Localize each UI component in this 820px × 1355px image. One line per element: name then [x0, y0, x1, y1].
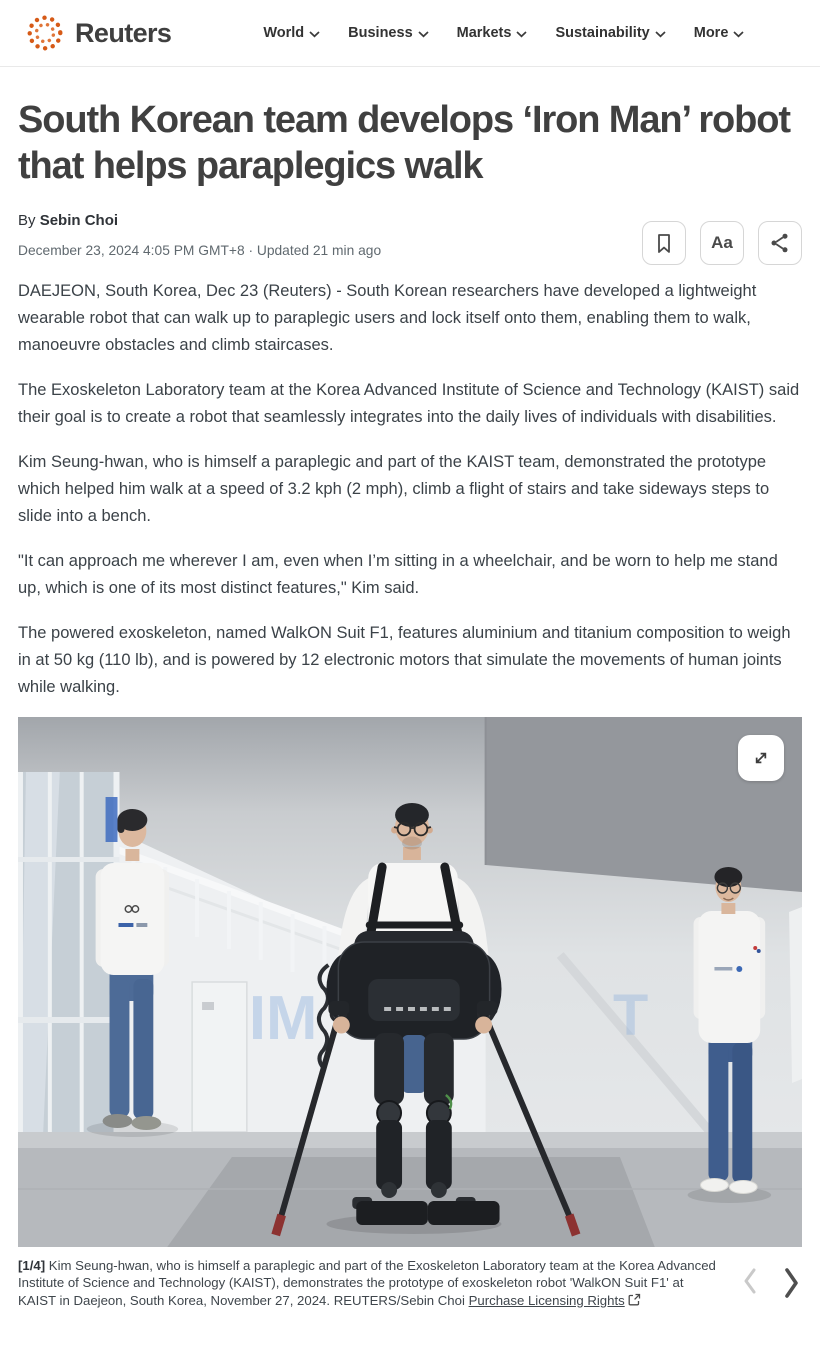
- chevron-down-icon: [516, 31, 527, 38]
- photo-caption: [18, 1257, 740, 1311]
- svg-text:T: T: [612, 983, 649, 1048]
- page-title: South Korean team develops ‘Iron Man’ robot that helps paraplegics walk: [18, 99, 790, 188]
- nav-item-sustainability[interactable]: [555, 25, 665, 41]
- previous-image-button[interactable]: [740, 1265, 760, 1297]
- next-image-button[interactable]: [780, 1265, 802, 1301]
- door: [192, 982, 247, 1132]
- article-photo[interactable]: [18, 717, 802, 1247]
- chevron-down-icon: [733, 31, 744, 38]
- paragraph: Kim Seung-hwan, who is himself a paraplegic and part of the KAIST team, demonstrated the prototype which helped him walk at a speed of 3.2 kph (2 mph), climb a flight of stairs and take sideways steps to slide into a bench.: [18, 452, 770, 525]
- dateline: December 23, 2024 4:05 PM GMT+8 · Updated 21 min ago: [18, 242, 382, 258]
- bookmark-icon: [652, 231, 676, 255]
- nav-item-business[interactable]: [348, 25, 428, 41]
- gallery-counter: [1/4]: [18, 1257, 46, 1273]
- byline-prefix: By: [18, 211, 40, 229]
- share-button[interactable]: [758, 221, 802, 265]
- article-page: [0, 97, 820, 1310]
- paragraph: DAEJEON, South Korea, Dec 23 (Reuters) - South Korean researchers have developed a lightweight wearable robot that can walk up to paraplegic users and lock itself onto them, enabling them to walk, manoeuvre obstacles and climb staircases.: [18, 281, 757, 354]
- share-icon: [768, 231, 792, 255]
- chevron-left-icon: [740, 1265, 760, 1297]
- nav-label: Sustainability: [555, 25, 650, 41]
- author-link[interactable]: Sebin Choi: [39, 211, 119, 229]
- nav-label: Business: [348, 25, 413, 41]
- purchase-licensing-link[interactable]: Purchase Licensing Rights: [468, 1292, 625, 1308]
- nav-label: World: [263, 25, 305, 41]
- text-size-button[interactable]: [700, 221, 744, 265]
- site-header: [0, 0, 820, 67]
- expand-image-button[interactable]: [738, 735, 784, 781]
- chevron-down-icon: [655, 31, 666, 38]
- nav-item-markets[interactable]: [457, 25, 528, 41]
- byline-row: [18, 212, 802, 258]
- nav-item-world[interactable]: [263, 25, 320, 41]
- bookmark-button[interactable]: [642, 221, 686, 265]
- article-body: [18, 278, 802, 701]
- article-toolbar: [642, 221, 802, 265]
- blue-banner: [106, 797, 118, 842]
- nav-item-more[interactable]: [694, 25, 745, 41]
- paragraph: "It can approach me wherever I am, even when I’m sitting in a wheelchair, and be worn to help me stand up, which is one of its most distinct features," Kim said.: [18, 551, 778, 597]
- nav-label: Markets: [456, 25, 512, 41]
- caption-row: [18, 1257, 802, 1311]
- expand-icon: [748, 745, 774, 771]
- caption-text: Kim Seung-hwan, who is himself a paraplegic and part of the Exoskeleton Laboratory team at the Korea Advanced Institute of Science and Technology (KAIST), demonstrates the prototype of exoskeleton robot 'WalkON Suit F1' at KAIST in Daejeon, South Korea, November 27, 2024. REUTERS/Sebin Choi: [18, 1257, 716, 1308]
- brand-name: Reuters: [75, 17, 172, 48]
- gallery-nav: [740, 1257, 802, 1311]
- reuters-logo-icon: [24, 12, 66, 54]
- svg-text:IM: IM: [248, 983, 318, 1053]
- external-link-icon: [628, 1293, 641, 1311]
- nav-label: More: [693, 25, 729, 41]
- photo-illustration: [18, 717, 802, 1247]
- chevron-right-icon: [780, 1265, 802, 1301]
- reuters-logo[interactable]: [24, 12, 171, 54]
- main-nav: [263, 25, 744, 41]
- chevron-down-icon: [418, 31, 429, 38]
- paragraph: The powered exoskeleton, named WalkON Suit F1, features aluminium and titanium composition to weigh in at 50 kg (110 lb), and is powered by 12 electronic motors that simulate the movements of human joints while walking.: [18, 623, 791, 696]
- paragraph: The Exoskeleton Laboratory team at the Korea Advanced Institute of Science and Technology (KAIST) said their goal is to create a robot that seamlessly integrates into the daily lives of individuals with disabilities.: [18, 380, 800, 426]
- text-size-label: Aa: [711, 232, 733, 252]
- chevron-down-icon: [309, 31, 320, 38]
- article-figure: [18, 717, 802, 1311]
